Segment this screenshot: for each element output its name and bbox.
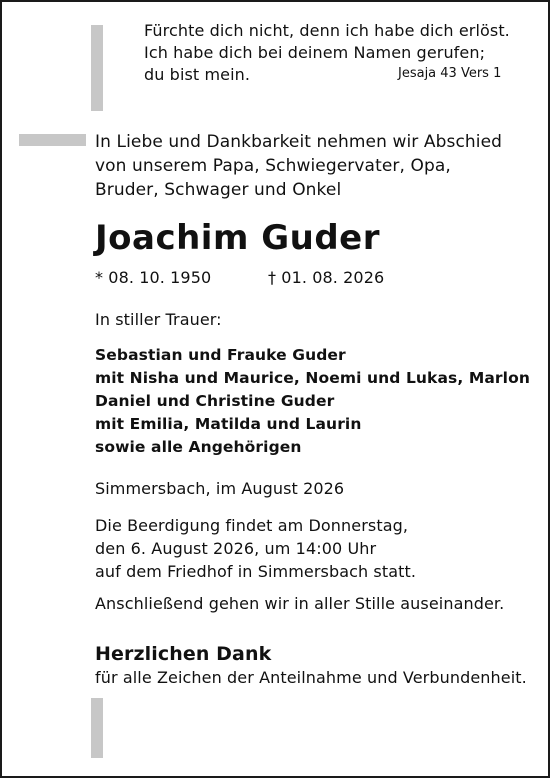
mourning-label: In stiller Trauer: xyxy=(95,310,222,329)
family-line: mit Emilia, Matilda und Laurin xyxy=(95,415,362,433)
cross-vertical-bottom-icon xyxy=(91,698,103,758)
funeral-line: Die Beerdigung findet am Donnerstag, xyxy=(95,516,409,535)
death-date: † 01. 08. 2026 xyxy=(268,268,385,287)
farewell-intro xyxy=(95,130,502,202)
verse-line: Fürchte dich nicht, denn ich habe dich erlöst. xyxy=(144,21,510,40)
family-line: mit Nisha und Maurice, Noemi und Lukas, Marlon xyxy=(95,369,530,387)
intro-line: In Liebe und Dankbarkeit nehmen wir Abschied xyxy=(95,132,503,152)
verse-line: Ich habe dich bei deinem Namen gerufen; xyxy=(144,43,486,62)
thanks-text: für alle Zeichen der Anteilnahme und Verbundenheit. xyxy=(95,668,527,687)
family-line: Sebastian und Frauke Guder xyxy=(95,346,346,364)
cross-horizontal-icon xyxy=(19,134,86,146)
afterwards-note: Anschließend gehen wir in aller Stille auseinander. xyxy=(95,594,505,613)
funeral-line: den 6. August 2026, um 14:00 Uhr xyxy=(95,539,377,558)
verse-line: du bist mein. xyxy=(144,65,251,84)
place-date: Simmersbach, im August 2026 xyxy=(95,479,345,498)
thanks-title: Herzlichen Dank xyxy=(95,643,272,665)
birth-date: * 08. 10. 1950 xyxy=(95,268,212,287)
family-list xyxy=(95,344,530,459)
cross-vertical-top-icon xyxy=(91,25,103,111)
intro-line: Bruder, Schwager und Onkel xyxy=(95,180,342,200)
funeral-line: auf dem Friedhof in Simmersbach statt. xyxy=(95,562,417,581)
funeral-details xyxy=(95,514,416,583)
intro-line: von unserem Papa, Schwiegervater, Opa, xyxy=(95,156,451,176)
family-line: sowie alle Angehörigen xyxy=(95,438,302,456)
deceased-name: Joachim Guder xyxy=(95,218,381,258)
verse-reference: Jesaja 43 Vers 1 xyxy=(398,66,502,81)
family-line: Daniel und Christine Guder xyxy=(95,392,335,410)
